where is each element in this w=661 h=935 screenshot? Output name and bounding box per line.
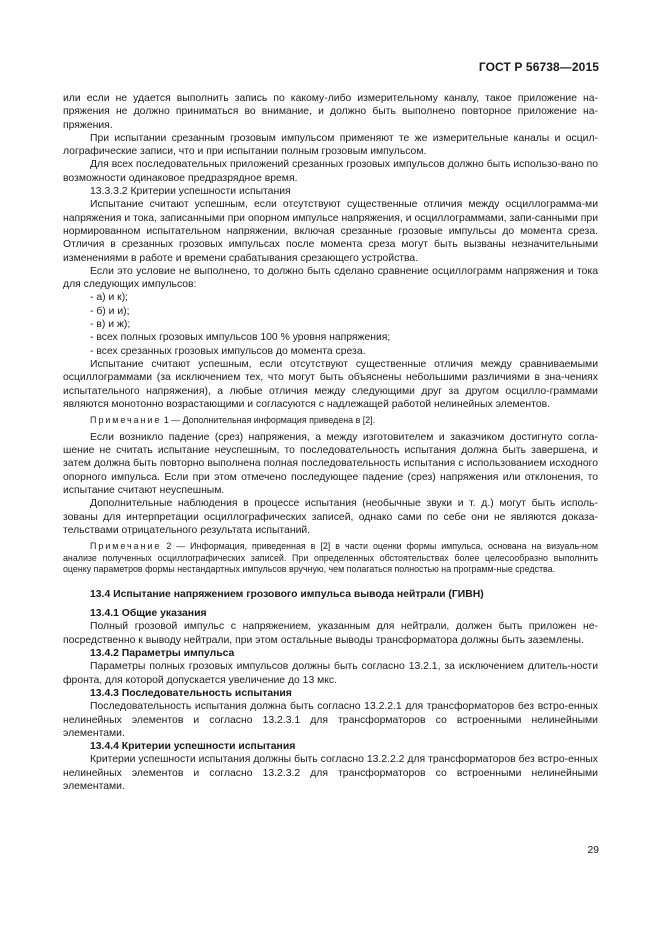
paragraph: Полный грозовой импульс с напряжением, указанным для нейтрали, должен быть приложен не-посредственно к выводу нейтрали, при этом остальные выводы трансформатора должны быть заземлены. [63,621,598,646]
note-label: Примечание [90,541,162,552]
note-paragraph [63,541,598,576]
section-heading: 13.4 Испытание напряжением грозового импульса вывода нейтрали (ГИВН) [90,588,484,600]
list-item: - всех полных грозовых импульсов 100 % уровня напряжения; [90,332,391,344]
paragraph: Критерии успешности испытания должны быть согласно 13.2.2.2 для трансформаторов без встро-енных нелинейных элементов и согласно 13.2.3.2 для трансформаторов со встроенными нелинейными элементами. [63,754,598,793]
list-item: - а) и к); [90,292,129,304]
paragraph: Если это условие не выполнено, то должно быть сделано сравнение осциллограмм напряжения и тока для следующих импульсов: [63,265,598,291]
paragraph: Испытание считают успешным, если отсутствуют существенные отличия между осциллограмма-ми напряжения и тока, записанными при опорном импульсе напряжения, и осциллограммами, запи-санными при нормированном испытательном напряжении, включая срезанные грозовые импульсы до момента среза. Отличия в срезанных грозовых импульсах после момента среза могут быть вызваны незначительными изменениями в работе и времени срабатывания срезающего устройства. [63,199,598,264]
paragraph: Для всех последовательных приложений срезанных грозовых импульсов должно быть использо-вано по возможности одинаковое предразрядное время. [63,159,598,184]
section-heading: 13.4.2 Параметры импульса [90,648,235,660]
note-label: Примечание [90,415,162,426]
paragraph: 13.3.3.2 Критерии успешности испытания [90,186,291,198]
list-item: - всех срезанных грозовых импульсов до момента среза. [90,345,366,357]
list-item: - в) и ж); [90,319,131,331]
note-text: 2 — Информация, приведенная в [2] в части оценки формы импульса, основана на визуаль-ном анализе полученных осциллографических записей. При определенных обстоятельствах более целесообразно выполнить оценку параметров формы нестандартных импульсов вручную, чем полагаться полностью на программ-ные средства. [63,541,598,575]
section-heading: 13.4.4 Критерии успешности испытания [90,741,296,753]
paragraph: Параметры полных грозовых импульсов должны быть согласно 13.2.1, за исключением длитель-ности фронта, для которой допускается увеличение до 13 мкс. [63,661,598,686]
paragraph: При испытании срезанным грозовым импульсом применяют те же измерительные каналы и осцил-лографические записи, что и при испытании полным грозовым импульсом. [63,132,598,158]
document-body [63,92,598,793]
paragraph: Испытание считают успешным, если отсутствуют существенные отличия между сравниваемыми осциллограммами (за исключением тех, что могут быть объяснены небольшими различиями в зна-чениях испытательного напряжения), а любые отличия между следующими друг за другом осцилло-граммами являются монотонно возрастающими и согласуются с надлежащей работой нелинейных элементов. [63,358,598,410]
paragraph: Последовательность испытания должна быть согласно 13.2.2.1 для трансформаторов без встро-енных нелинейных элементов и согласно 13.2.3.1 для трансформаторов со встроенными нелинейными элементами. [63,701,598,739]
section-heading: 13.4.3 Последовательность испытания [90,687,292,699]
paragraph: или если не удается выполнить запись по какому-либо измерительному каналу, такое приложение на-пряжения не должно приниматься во внимание, и должно быть выполнено повторное приложение на-пряжения. [63,93,598,131]
note-text: 1 — Дополнительная информация приведена в [2]. [161,415,376,426]
document-header: ГОСТ Р 56738—2015 [478,60,599,74]
section-heading: 13.4.1 Общие указания [90,608,207,620]
page-number: 29 [587,845,599,856]
paragraph: Если возникло падение (срез) напряжения, а между изготовителем и заказчиком достигнуто согла-шение не считать испытание неуспешным, то последовательность испытания должна быть завершена, и затем должна быть повторно выполнена полная последовательность испытания с использованием исходного опорного импульса. Если при этом отмечено последующее падение (срез) напряжения или отклонения, то испытание считают неуспешным. [63,431,598,496]
note-paragraph [63,415,598,427]
paragraph: Дополнительные наблюдения в процессе испытания (необычные звуки и т. д.) могут быть исполь-зованы для интерпретации осциллографических записей, однако сами по себе они не являются доказа-тельствами отрицательного результата испытаний. [63,498,598,536]
list-item: - б) и и); [90,305,130,317]
